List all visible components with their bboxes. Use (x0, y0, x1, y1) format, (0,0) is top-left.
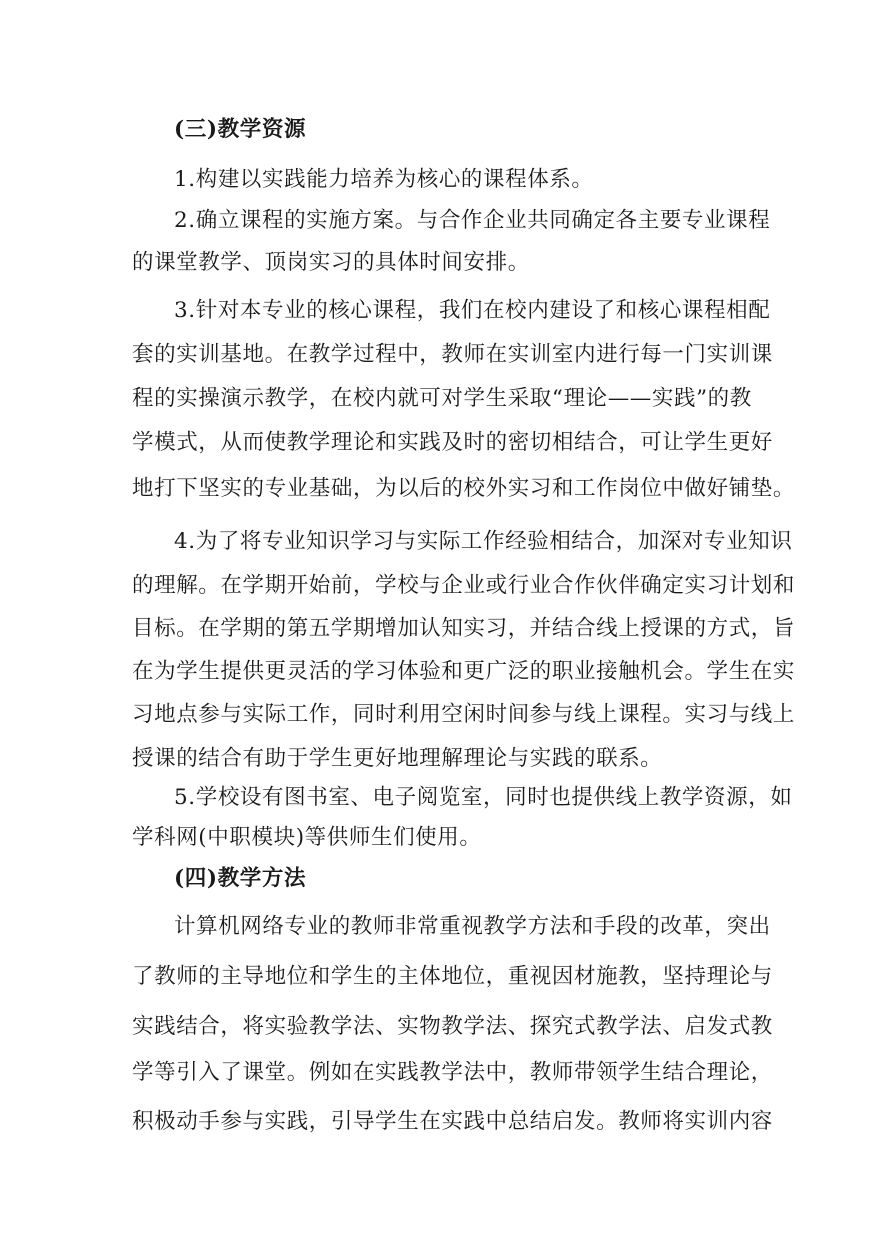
paragraph-4-line-3: 目标。在学期的第五学期增加认知实习，并结合线上授课的方式，旨 (132, 616, 796, 641)
paragraph-3-line-5: 地打下坚实的专业基础，为以后的校外实习和工作岗位中做好铺垫。 (132, 476, 796, 501)
methods-paragraph-line-1: 计算机网络专业的教师非常重视教学方法和手段的改革，突出 (174, 914, 771, 939)
methods-paragraph-line-2: 了教师的主导地位和学生的主体地位，重视因材施教，坚持理论与 (132, 964, 773, 989)
paragraph-3-line-4: 学模式，从而使教学理论和实践及时的密切相结合，可让学生更好 (132, 430, 773, 455)
paragraph-4-line-1: 4.为了将专业知识学习与实际工作经验相结合，加深对专业知识 (174, 529, 793, 554)
paragraph-4-line-6: 授课的结合有助于学生更好地理解理论与实践的联系。 (132, 746, 663, 771)
methods-paragraph-line-4: 学等引入了课堂。例如在实践教学法中，教师带领学生结合理论， (132, 1060, 773, 1085)
paragraph-5-line-2: 学科网(中职模块)等供师生们使用。 (132, 825, 482, 850)
paragraph-4-line-5: 习地点参与实际工作，同时利用空闲时间参与线上课程。实习与线上 (132, 702, 796, 727)
paragraph-4-line-2: 的理解。在学期开始前，学校与企业或行业合作伙伴确定实习计划和 (132, 573, 796, 598)
methods-paragraph-line-5: 积极动手参与实践，引导学生在实践中总结启发。教师将实训内容 (132, 1109, 773, 1134)
paragraph-3-line-3: 程的实操演示教学，在校内就可对学生采取“理论——实践”的教 (132, 386, 752, 411)
paragraph-2-line-2: 的课堂教学、顶岗实习的具体时间安排。 (132, 250, 530, 275)
paragraph-2-line-1: 2.确立课程的实施方案。与合作企业共同确定各主要专业课程 (174, 208, 771, 233)
paragraph-3-line-2: 套的实训基地。在教学过程中，教师在实训室内进行每一门实训课 (132, 342, 773, 367)
paragraph-1-line-1: 1.构建以实践能力培养为核心的课程体系。 (174, 167, 594, 192)
methods-paragraph-line-3: 实践结合，将实验教学法、实物教学法、探究式教学法、启发式教 (132, 1014, 773, 1039)
paragraph-3-line-1: 3.针对本专业的核心课程，我们在校内建设了和核心课程相配 (174, 298, 771, 323)
paragraph-5-line-1: 5.学校设有图书室、电子阅览室，同时也提供线上教学资源，如 (174, 785, 793, 810)
section-heading-teaching-methods: (四)教学方法 (174, 866, 307, 891)
section-heading-teaching-resources: (三)教学资源 (174, 117, 307, 142)
paragraph-4-line-4: 在为学生提供更灵活的学习体验和更广泛的职业接触机会。学生在实 (132, 659, 796, 684)
